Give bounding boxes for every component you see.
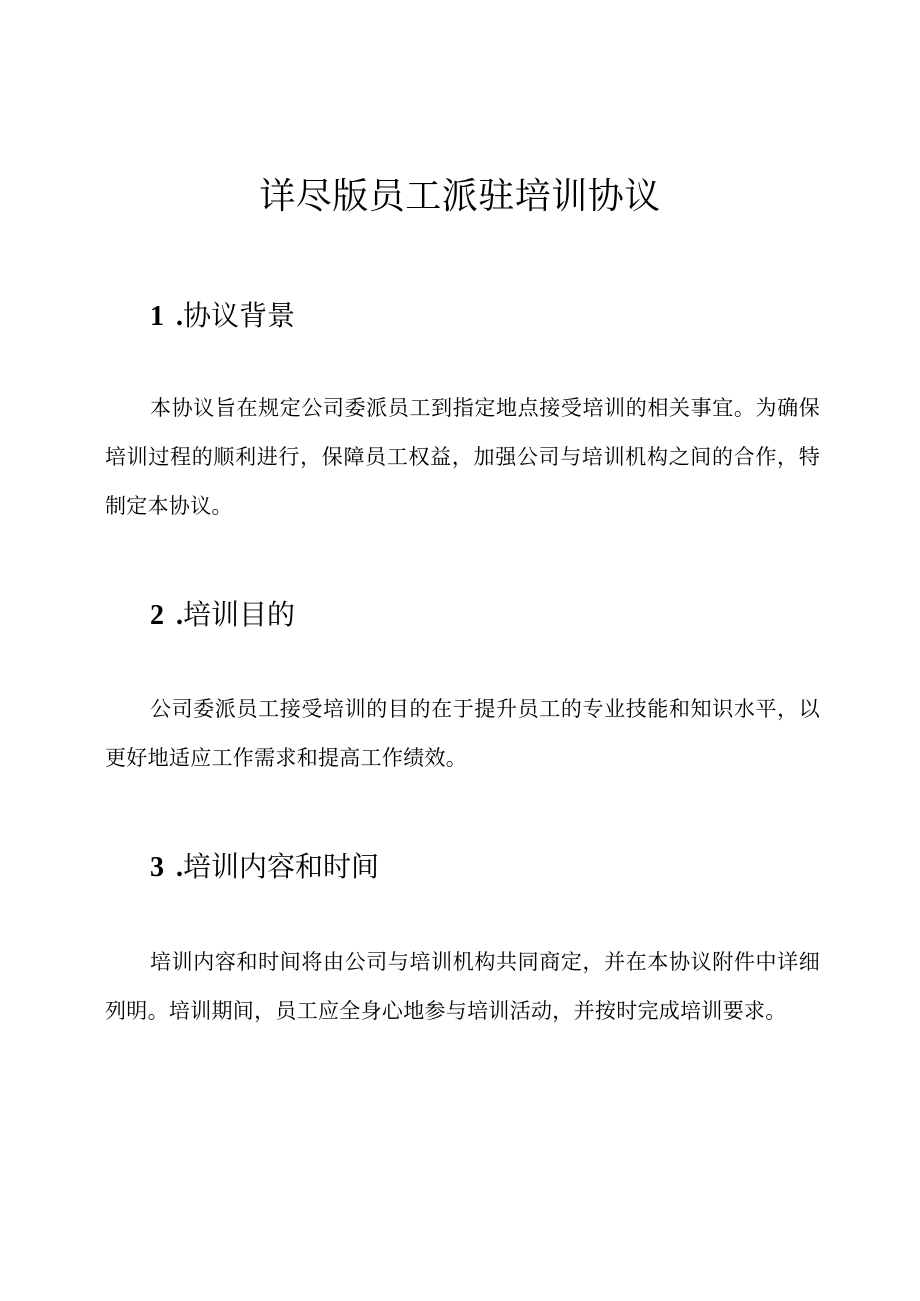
section-heading-purpose xyxy=(150,595,295,636)
section-title: 培训目的 xyxy=(183,598,296,631)
section-heading-background xyxy=(150,296,295,337)
section-heading-content-time xyxy=(150,847,379,888)
section-body-content-time: 培训内容和时间将由公司与培训机构共同商定，并在本协议附件中详细列明。培训期间，员工应全身心地参与培训活动，并按时完成培训要求。 xyxy=(105,950,820,1023)
section-body-background: 本协议旨在规定公司委派员工到指定地点接受培训的相关事宜。为确保培训过程的顺利进行，保障员工权益，加强公司与培训机构之间的合作，特制定本协议。 xyxy=(105,396,820,518)
section-separator: . xyxy=(176,301,183,332)
section-title: 协议背景 xyxy=(183,299,296,332)
document-title: 详尽版员工派驻培训协议 xyxy=(259,176,661,217)
section-number: 1 xyxy=(150,301,164,332)
section-separator: . xyxy=(176,852,183,883)
section-separator: . xyxy=(176,600,183,631)
section-body-purpose: 公司委派员工接受培训的目的在于提升员工的专业技能和知识水平，以更好地适应工作需求和提高工作绩效。 xyxy=(105,697,820,770)
section-number: 2 xyxy=(150,600,164,631)
section-number: 3 xyxy=(150,852,164,883)
section-title: 培训内容和时间 xyxy=(183,850,380,883)
